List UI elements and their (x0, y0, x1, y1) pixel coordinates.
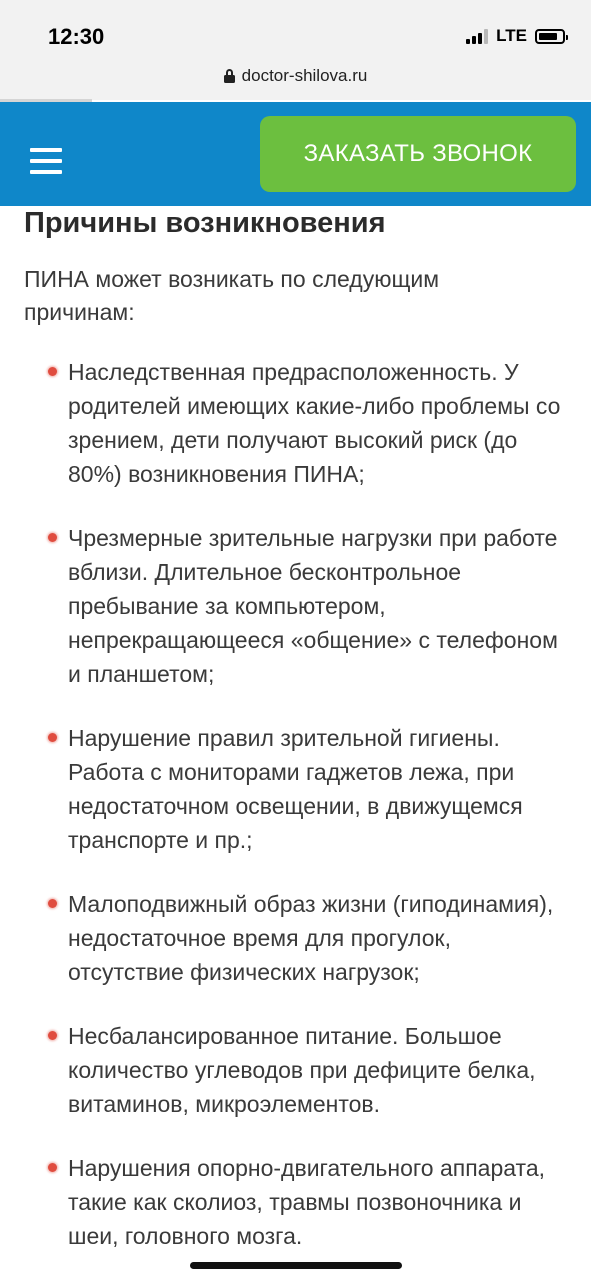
home-indicator[interactable] (190, 1262, 402, 1269)
list-item (24, 1019, 567, 1121)
bullet-dot-icon (48, 367, 57, 376)
intro-paragraph: ПИНА может возникать по следующим причинам: (24, 266, 440, 325)
bullet-dot-icon (48, 533, 57, 542)
status-time: 12:30 (48, 24, 105, 49)
hamburger-menu-icon[interactable] (30, 148, 62, 174)
list-item (24, 1151, 567, 1253)
bullet-dot-icon (48, 899, 57, 908)
status-bar (0, 0, 591, 100)
signal-icon (466, 29, 488, 44)
list-item-text: Чрезмерные зрительные нагрузки при работе вблизи. Длительное бесконтрольное пребывание за компьютером, непрекращающееся «общение» с телефоном и планшетом; (68, 525, 558, 687)
section-title: Причины возникновения (24, 207, 386, 239)
list-item-text: Несбалансированное питание. Большое количество углеводов при дефиците белка, витаминов, микроэлементов. (68, 1023, 536, 1117)
bullet-dot-icon (48, 733, 57, 742)
list-item (24, 887, 567, 989)
system-indicators (466, 26, 565, 46)
list-item-text: Наследственная предрасположенность. У родителей имеющих какие-либо проблемы со зрением, дети получают высокий риск (до 80%) возникновения ПИНА; (68, 359, 561, 487)
address-bar[interactable] (0, 64, 591, 88)
bullet-dot-icon (48, 1031, 57, 1040)
site-header (0, 102, 591, 206)
list-item-text: Нарушение правил зрительной гигиены. Работа с мониторами гаджетов лежа, при недостаточном освещении, в движущемся транспорте и пр.; (68, 725, 523, 853)
list-item (24, 521, 567, 691)
list-item-text: Нарушения опорно-двигательного аппарата, такие как сколиоз, травмы позвоночника и шеи, головного мозга. (68, 1155, 546, 1249)
url-text: doctor-shilova.ru (241, 66, 368, 85)
causes-list (24, 355, 567, 1253)
network-type: LTE (496, 26, 527, 45)
list-item (24, 355, 567, 491)
lock-icon (224, 69, 235, 83)
bullet-dot-icon (48, 1163, 57, 1172)
article-content (0, 206, 591, 1280)
order-call-button[interactable]: ЗАКАЗАТЬ ЗВОНОК (260, 116, 576, 192)
battery-icon (535, 29, 565, 44)
list-item (24, 721, 567, 857)
list-item-text: Малоподвижный образ жизни (гиподинамия), недостаточное время для прогулок, отсутствие физических нагрузок; (68, 891, 554, 985)
